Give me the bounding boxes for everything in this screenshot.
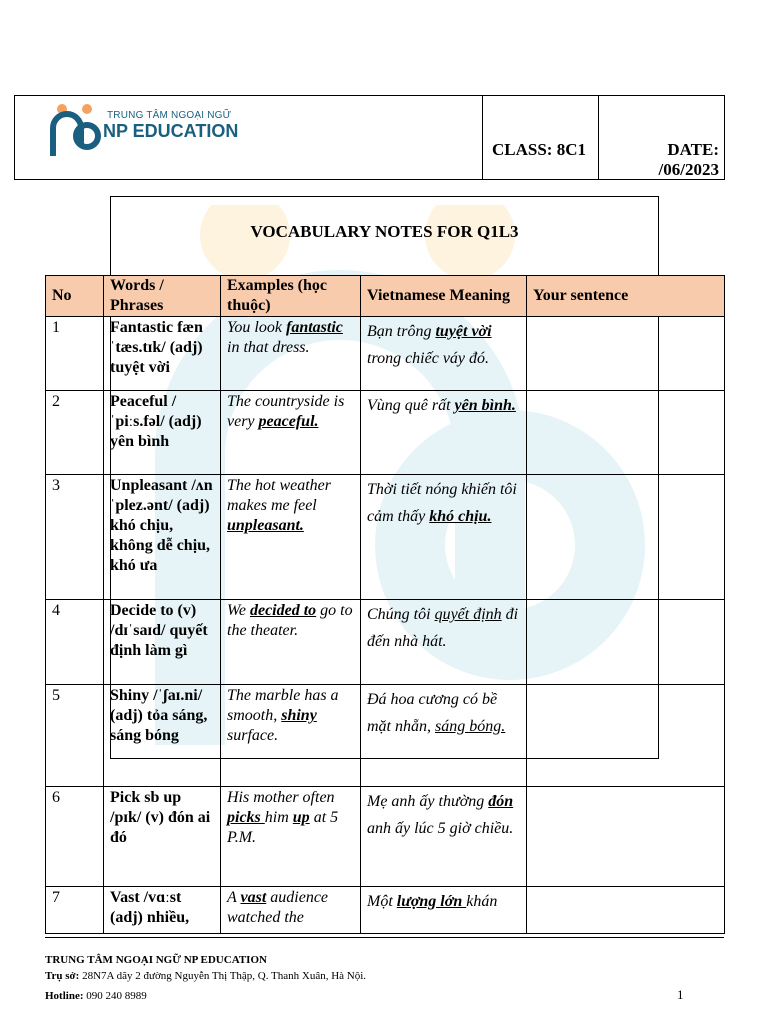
row-no: 7 <box>46 887 104 934</box>
page-title: VOCABULARY NOTES FOR Q1L3 <box>250 222 519 241</box>
row-no: 5 <box>46 685 104 787</box>
col-header-sentence: Your sentence <box>527 276 725 317</box>
example-keyword: unpleasant. <box>227 517 304 534</box>
example-text: The countryside is very <box>227 393 345 430</box>
row-sentence-input[interactable] <box>527 787 725 887</box>
meaning-keyword: tuyệt vời <box>435 323 492 340</box>
row-word: Peaceful /ˈpiːs.fəl/ (adj) yên bình <box>104 391 221 475</box>
row-word: Pick sb up /pɪk/ (v) đón ai đó <box>104 787 221 887</box>
example-text: at 5 P.M. <box>227 809 339 846</box>
meaning-text: Thời tiết nóng khiến tôi cảm thấy <box>367 481 517 525</box>
example-text: A <box>227 889 241 906</box>
table-row <box>46 317 725 391</box>
col-header-examples: Examples (học thuộc) <box>221 276 361 317</box>
meaning-text: anh ấy lúc 5 giờ chiều. <box>367 820 514 837</box>
table-row <box>46 600 725 685</box>
row-sentence-input[interactable] <box>527 600 725 685</box>
row-sentence-input[interactable] <box>527 685 725 787</box>
example-text: audience watched the <box>227 889 329 926</box>
row-example <box>221 787 361 887</box>
example-text: him <box>264 809 293 826</box>
example-keyword: picks <box>227 809 265 826</box>
meaning-text: Đá hoa cương có bề mặt nhẵn, <box>367 691 498 735</box>
row-sentence-input[interactable] <box>527 391 725 475</box>
table-header-row <box>46 276 725 317</box>
meaning-text: Bạn trông <box>367 323 436 340</box>
row-meaning <box>361 391 527 475</box>
class-cell <box>482 96 599 179</box>
footer-hotline-label: Hotline: <box>45 990 84 1002</box>
meaning-keyword: đón <box>488 793 514 810</box>
example-keyword: vast <box>240 889 267 906</box>
date-cell <box>598 96 725 179</box>
footer-address-text: 28N7A dãy 2 đường Nguyễn Thị Thập, Q. Thanh Xuân, Hà Nội. <box>79 970 367 982</box>
example-text: The marble has a smooth, <box>227 687 339 724</box>
meaning-keyword: khó chịu. <box>429 508 492 525</box>
date-label-line2: /06/2023 <box>658 160 719 179</box>
example-keyword: up <box>292 809 310 826</box>
row-meaning <box>361 787 527 887</box>
logo-cell <box>15 96 482 179</box>
meaning-text: Một <box>367 893 397 910</box>
row-word: Shiny /ˈʃaɪ.ni/ (adj) tỏa sáng, sáng bóng <box>104 685 221 787</box>
row-word: Decide to (v) /dɪˈsaɪd/ quyết định làm gì <box>104 600 221 685</box>
row-example <box>221 887 361 934</box>
class-label: CLASS: 8C1 <box>492 140 586 159</box>
col-header-meaning: Vietnamese Meaning <box>361 276 527 317</box>
meaning-text: Chúng tôi <box>367 606 435 623</box>
row-sentence-input[interactable] <box>527 475 725 600</box>
table-row <box>46 887 725 934</box>
example-text: The hot weather makes me feel <box>227 477 331 514</box>
row-sentence-input[interactable] <box>527 887 725 934</box>
vocabulary-table <box>45 275 725 934</box>
example-text: We <box>227 602 250 619</box>
col-header-no: No <box>46 276 104 317</box>
row-example <box>221 317 361 391</box>
row-example <box>221 475 361 600</box>
row-meaning <box>361 475 527 600</box>
footer-divider <box>45 937 724 938</box>
row-meaning <box>361 887 527 934</box>
example-keyword: fantastic <box>285 319 343 336</box>
row-sentence-input[interactable] <box>527 317 725 391</box>
row-word: Vast /vɑːst (adj) nhiều, <box>104 887 221 934</box>
brand-subtitle: TRUNG TÂM NGOẠI NGỮ <box>107 110 232 121</box>
row-example <box>221 391 361 475</box>
date-label-line1: DATE: <box>667 140 719 159</box>
row-example <box>221 600 361 685</box>
brand-name: NP EDUCATION <box>103 121 239 141</box>
row-no: 3 <box>46 475 104 600</box>
table-row <box>46 391 725 475</box>
footer-hotline-text: 090 240 8989 <box>83 990 147 1002</box>
example-keyword: shiny <box>281 707 317 724</box>
row-meaning <box>361 317 527 391</box>
header-table <box>14 95 725 180</box>
meaning-text: Mẹ anh ấy thường <box>367 793 489 810</box>
meaning-keyword: sáng bóng. <box>435 718 506 735</box>
row-example <box>221 685 361 787</box>
footer-org: TRUNG TÂM NGOẠI NGỮ NP EDUCATION <box>45 954 267 966</box>
meaning-text: khán <box>466 893 498 910</box>
col-header-words: Words / Phrases <box>104 276 221 317</box>
row-no: 1 <box>46 317 104 391</box>
page-number: 1 <box>677 987 684 1002</box>
row-meaning <box>361 685 527 787</box>
example-text: surface. <box>227 727 279 744</box>
table-row <box>46 475 725 600</box>
example-text: in that dress. <box>227 339 310 356</box>
table-row <box>46 685 725 787</box>
meaning-text: đi đến nhà hát. <box>367 606 519 650</box>
meaning-keyword: lượng lớn <box>396 893 467 910</box>
footer-address <box>45 970 366 982</box>
meaning-keyword: quyết định <box>434 606 502 623</box>
row-no: 6 <box>46 787 104 887</box>
example-text: His mother often <box>227 789 335 806</box>
row-word: Unpleasant /ʌnˈplez.ənt/ (adj) khó chịu, không dễ chịu, khó ưa <box>104 475 221 600</box>
example-text: You look <box>227 319 286 336</box>
footer-hotline <box>45 990 147 1002</box>
np-education-logo-icon <box>47 100 107 162</box>
meaning-text: Vùng quê rất <box>367 397 455 414</box>
example-keyword: peaceful. <box>258 413 319 430</box>
table-row <box>46 787 725 887</box>
meaning-text: trong chiếc váy đó. <box>367 350 490 367</box>
date-label <box>659 140 719 180</box>
row-no: 4 <box>46 600 104 685</box>
meaning-keyword: yên bình. <box>454 397 516 414</box>
row-word: Fantastic fæn ˈtæs.tɪk/ (adj) tuyệt vời <box>104 317 221 391</box>
footer-address-label: Trụ sở: <box>45 970 80 982</box>
example-text: go to the theater. <box>227 602 353 639</box>
row-meaning <box>361 600 527 685</box>
row-no: 2 <box>46 391 104 475</box>
example-keyword: decided to <box>249 602 317 619</box>
